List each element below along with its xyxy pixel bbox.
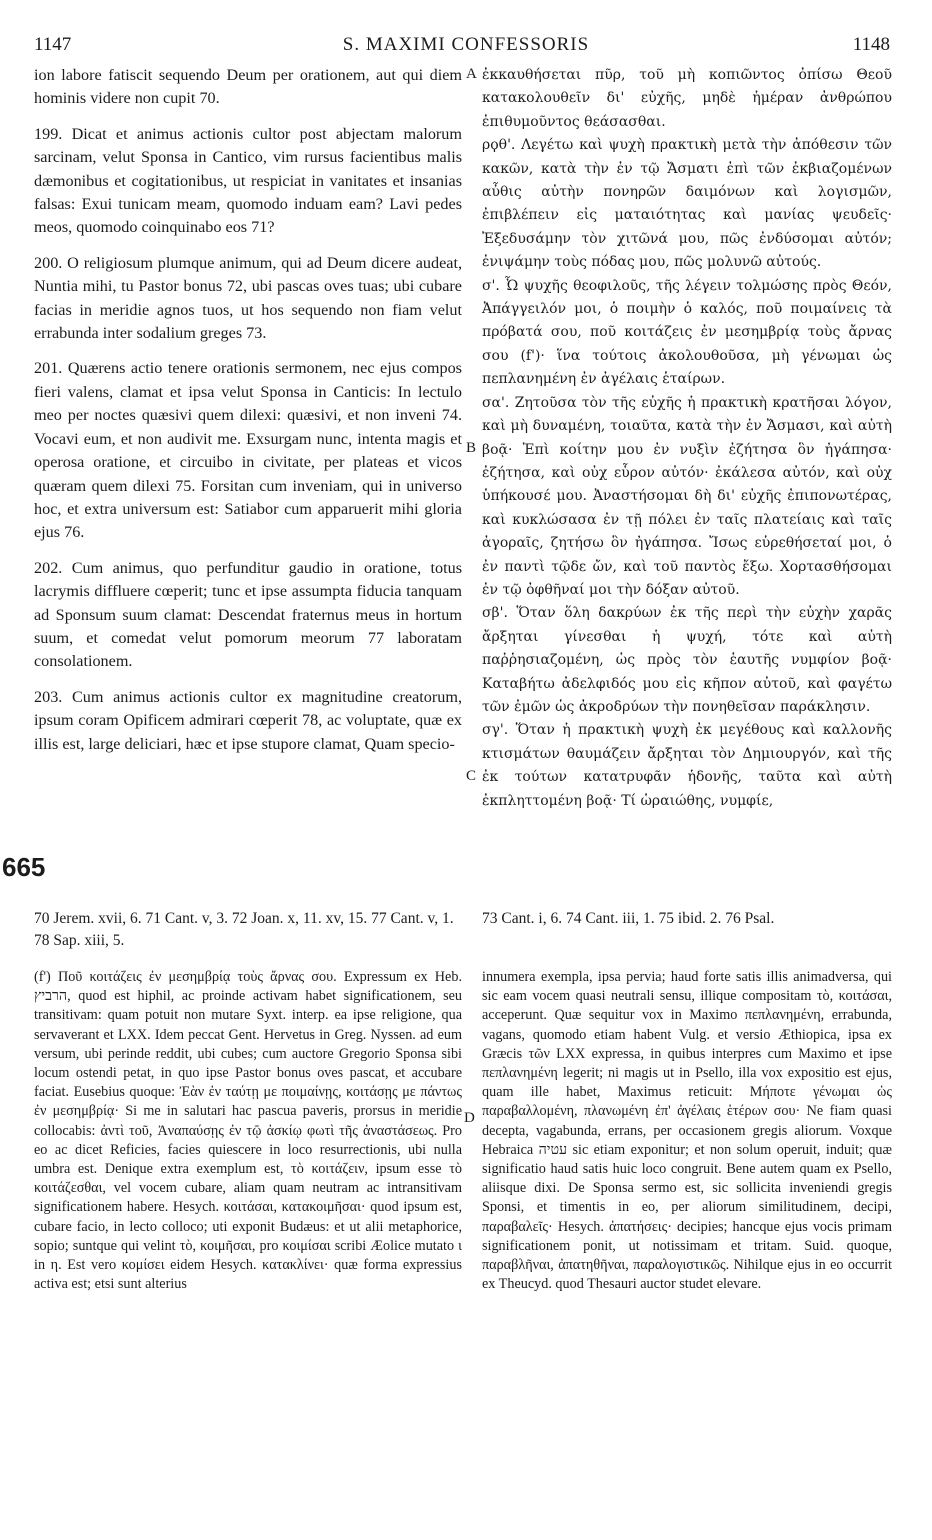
commentary-right: [482, 968, 892, 1294]
greek-paragraph: σα'. Ζητοῦσα τὸν τῆς εὐχῆς ἡ πρακτικὴ κρατῆσαι λόγον, καὶ μὴ δυναμένη, τοιαῦτα, κατὰ τὴν ἐν Ἄσμασι, καὶ αὐτὴ βοᾷ· Ἐπὶ κοίτην μου ἐν νυξὶν ἐζήτησα ὃν ἠγάπησα· ἐζήτησα, καὶ οὐχ εὗρον αὐτόν· ἐκάλεσα αὐτόν, καὶ οὐχ ὑπήκουσέ μου. Ἀναστήσομαι δὴ δι' εὐχῆς ἐπιπονωτέρας, καὶ κυκλώσασα ἐν τῇ πόλει ἐν ταῖς πλατείαις καὶ ταῖς ἀγοραῖς, ζητήσω ὃν ἠγάπησα. Ἴσως εὑρεθήσεταί μοι, ὁ ἐν παντὶ τῷδε ὤν, καὶ τοῦ παντὸς ἔξω. Χορτασθήσομαι ἐν τῷ ὀφθῆναί μοι τὴν δόξαν αὐτοῦ.: [482, 394, 892, 598]
right-column-number: 1148: [852, 34, 890, 55]
latin-paragraph: 201. Quærens actio tenere orationis sermonem, nec ejus compos fieri valens, clamat et ipsa velut Sponsa in Canticis: In lectulo meo per noctes quæsivi quem dilexi: quæsivi, et non inveni 74. Vocavi eum, et non audivit me. Exsurgam nunc, intenta magis et operosa oratione, et circuibo in civitate, per plateas et vicos quæram quem dilexi 75. Forsitan cum inveniam, qui in universo hoc, et extra universum est: Satiabor cum apparuerit mihi gloria ejus 76.: [34, 359, 462, 542]
greek-paragraph: σ'. Ὦ ψυχῆς θεοφιλοῦς, τῆς λέγειν τολμώσης πρὸς Θεόν, Ἀπάγγειλόν μοι, ὁ ποιμὴν ὁ καλός, ποῦ ποιμαίνεις τὰ πρόβατά σου, ποῦ κοιτάζεις ἐν μεσημβρίᾳ τοὺς ἄρνας σου (f')· ἵνα τούτοις ἀκολουθοῦσα, μὴ γένωμαι ὡς πεπλανημένη ἐν ἀγέλαις ἑταίρων.: [482, 277, 892, 388]
greek-paragraph: ρϙθ'. Λεγέτω καὶ ψυχὴ πρακτικὴ μετὰ τὴν ἀπόθεσιν τῶν κακῶν, κατὰ τὴν ἐν τῷ Ἄσματι ἐπὶ τῶν ἐκβιαζομένων αὖθις αὐτὴν πονηρῶν δαιμόνων καὶ λογισμῶν, ἐπιβλέπειν εἰς ματαιότητας καὶ μανίας ψευδεῖς· Ἐξεδυσάμην τὸν χιτῶνά μου, πῶς ἐνδύσομαι αὐτόν; ἐνιψάμην τοὺς πόδας μου, πῶς μολυνῶ αὐτούς.: [482, 137, 892, 271]
commentary-text: innumera exempla, ipsa pervia; haud forte satis illis animadversa, qui sic eam vocem quasi neutrali sensu, illique compositam τὸ, κοιτάσαι, acceperunt. Quæ sequitur vox in Maximo πεπλανημένη, errabunda, vagans, quomodo etiam habent Vulg. et versio Æthiopica, ipsa ex Græcis τῶν LXX expressa, in quibus interpres cum Maximo et ipse πεπλανημένη legerit; ni magis ut in Psello, illa vox expositio est ejus, quam ille habet, Maximus reticuit: Μήποτε γένωμαι ὡς παραβαλλομένη, πλανωμένη ἐπ' ἀγέλαις ἑτέρων σου· Ne fiam quasi decepta, vagabunda, errans, per occasionem gregis aliorum. Voxque Hebraica עטיה sic etiam exponitur; et non solum operuit, induit; quæ significatio haud satis huic loco congruit. Bene autem quam ex Psello, aliisque dixi. De Sponsa sermo est, sic sollicita inveniendi gregis Sponsi, et timentis in eo, per aliorum similitudinem, decipi, παραβαλεῖς· Hesych. ἀπατήσεις· decipies; hancque ejus vocis primam significationem ponit, ut notissimam et tritam. Suid. quoque, παραβλῆναι, ἀπατηθῆναι, παραλογιστικῶς. Nihilque ejus in eo occurrit ex Theucyd. quod Thesauri auctor studet elevare.: [482, 969, 892, 1293]
margin-letter-c: C: [466, 768, 477, 784]
greek-paragraph: ἐκκαυθήσεται πῦρ, τοῦ μὴ κοπιῶντος ὀπίσω Θεοῦ κατακολουθεῖν δι' εὐχῆς, μηδὲ ἡμέραν ἀνθρώπου ἐπιθυμοῦντος θεάσασθαι.: [482, 67, 892, 130]
running-title: S. MAXIMI CONFESSORIS: [342, 34, 590, 55]
column-number-marker: 665: [2, 852, 46, 882]
latin-paragraph: 203. Cum animus actionis cultor ex magnitudine creatorum, ipsum coram Opificem admirari cœperit 78, ac voluptate, quæ ex illis est, large deliciari, hæc et ipse stupore clamat, Quam specio-: [34, 687, 462, 753]
greek-column: [482, 64, 892, 813]
commentary-text: (f') Ποῦ κοιτάζεις ἐν μεσημβρίᾳ τοὺς ἄρνας σου. Expressum ex Heb. הרביץ, quod est hiphil, ac proinde activam habet significationem, seu transitivam: quam potuit non mutare Syxt. interp. ea ipse religione, qua servaverant et LXX. Idem peccat Gent. Hervetus in Greg. Nyssen. ad eum versum, ubi perinde reddit, ubi cubes; cum auctore Gregorio Sponsa sibi locum ostendi petat, in quo ipse Pastor bonus oves pascat, et accubare faciat. Eusebius quoque: Ἐὰν ἐν ταύτῃ με ποιμαίνῃς, κοιτάσῃς με πάντως ἐν μεσημβρίᾳ· Si me in salutari hac pascua paveris, prorsus in meridie collocabis: ἀντὶ τοῦ, Ἀναπαύσῃς ἐν τῷ ἀσκίῳ φωτὶ τῆς ἀναστάσεως. Pro eo ac dicet Reficies, facies quiescere in loco resurrectionis, ubi nulla umbra est. Denique extra exemplum est, τὸ κοιτάζειν, ipsum esse τὸ κοιτάζεσθαι, vel vocem cubare, aliam quam neutram ac intransitivam significationem habere. Hesych. κοιτάσαι, κατακοιμῆσαι· quod ipsum est, cubare facio, in lecto colloco; uti exponit Budæus: et ut alii metaphorice, sopio; suntque qui velint τὸ, κοιμῆσαι, pro κοιμίσαι scribi Æolice mutato ι in η. Est vero κομίσει eidem Hesych. κατακλίνει· quæ forma expressius activa est; etsi sunt alterius: [34, 969, 462, 1293]
left-column-number: 1147: [34, 34, 72, 55]
latin-paragraph: 200. O religiosum plumque animum, qui ad Deum dicere audeat, Nuntia mihi, tu Pastor bonus 72, ubi pascas oves tuas; ubi cubare facias in meridie agnos tuos, ut hos sequendo non fiam velut errabunda inter sodalium greges 73.: [34, 253, 462, 343]
margin-letter-d: D: [464, 1110, 475, 1126]
margin-letter-a: A: [466, 66, 477, 82]
greek-paragraph: σγ'. Ὅταν ἡ πρακτικὴ ψυχὴ ἐκ μεγέθους καὶ καλλονῆς κτισμάτων θαυμάζειν ἄρξηται τὸν Δημιουργόν, καὶ τῆς ἐκ τούτων κατατρυφᾶν ἡδονῆς, ταῦτα καὶ αὐτὴ ἐκπληττομένη βοᾷ· Τί ὡραιώθης, νυμφίε,: [482, 722, 892, 809]
footnotes-left: 70 Jerem. xvii, 6. 71 Cant. v, 3. 72 Joan. x, 11. xv, 15. 77 Cant. v, 1. 78 Sap. xiii, 5.: [34, 910, 454, 949]
running-header: [0, 34, 932, 62]
commentary-left: [34, 968, 462, 1294]
latin-paragraph: 202. Cum animus, quo perfunditur gaudio in oratione, totus lacrymis diffluere cœperit; tunc et ipse assumpta fiducia tanquam ad Sponsum suum clamat: Descendat fraternus meus in hortum suum, et comedat velut pomorum meorum 77 laboratam consolationem.: [34, 558, 462, 671]
margin-letter-b: B: [466, 440, 477, 456]
latin-paragraph: ion labore fatiscit sequendo Deum per orationem, aut qui diem hominis videre non cupit 70.: [34, 66, 462, 108]
latin-column: [34, 64, 462, 756]
greek-paragraph: σβ'. Ὅταν ὅλη δακρύων ἐκ τῆς περὶ τὴν εὐχὴν χαρᾶς ἄρξηται γίνεσθαι ἡ ψυχή, τότε καὶ αὐτὴ παῤῥησιαζομένη, ὡς πρὸς τὸν ἑαυτῆς νυμφίον βοᾷ· Καταβήτω ἀδελφιδός μου εἰς κῆπον αὐτοῦ, καὶ φαγέτω τῶν ἐμῶν ὡς ἀκροδρύων τὴν πονηθεῖσαν παράκλησιν.: [482, 605, 892, 715]
latin-paragraph: 199. Dicat et animus actionis cultor post abjectam malorum sarcinam, velut Sponsa in Cantico, vim rursus facientibus malis dæmonibus et cogitationibus, ut respiciat in vanitates et insanias falsas: Exui tunicam meam, quomodo induam eam? Lavi pedes meos, quomodo coinquinabo eos 71?: [34, 124, 462, 237]
footnotes-right: 73 Cant. i, 6. 74 Cant. iii, 1. 75 ibid. 2. 76 Psal.: [482, 910, 775, 927]
